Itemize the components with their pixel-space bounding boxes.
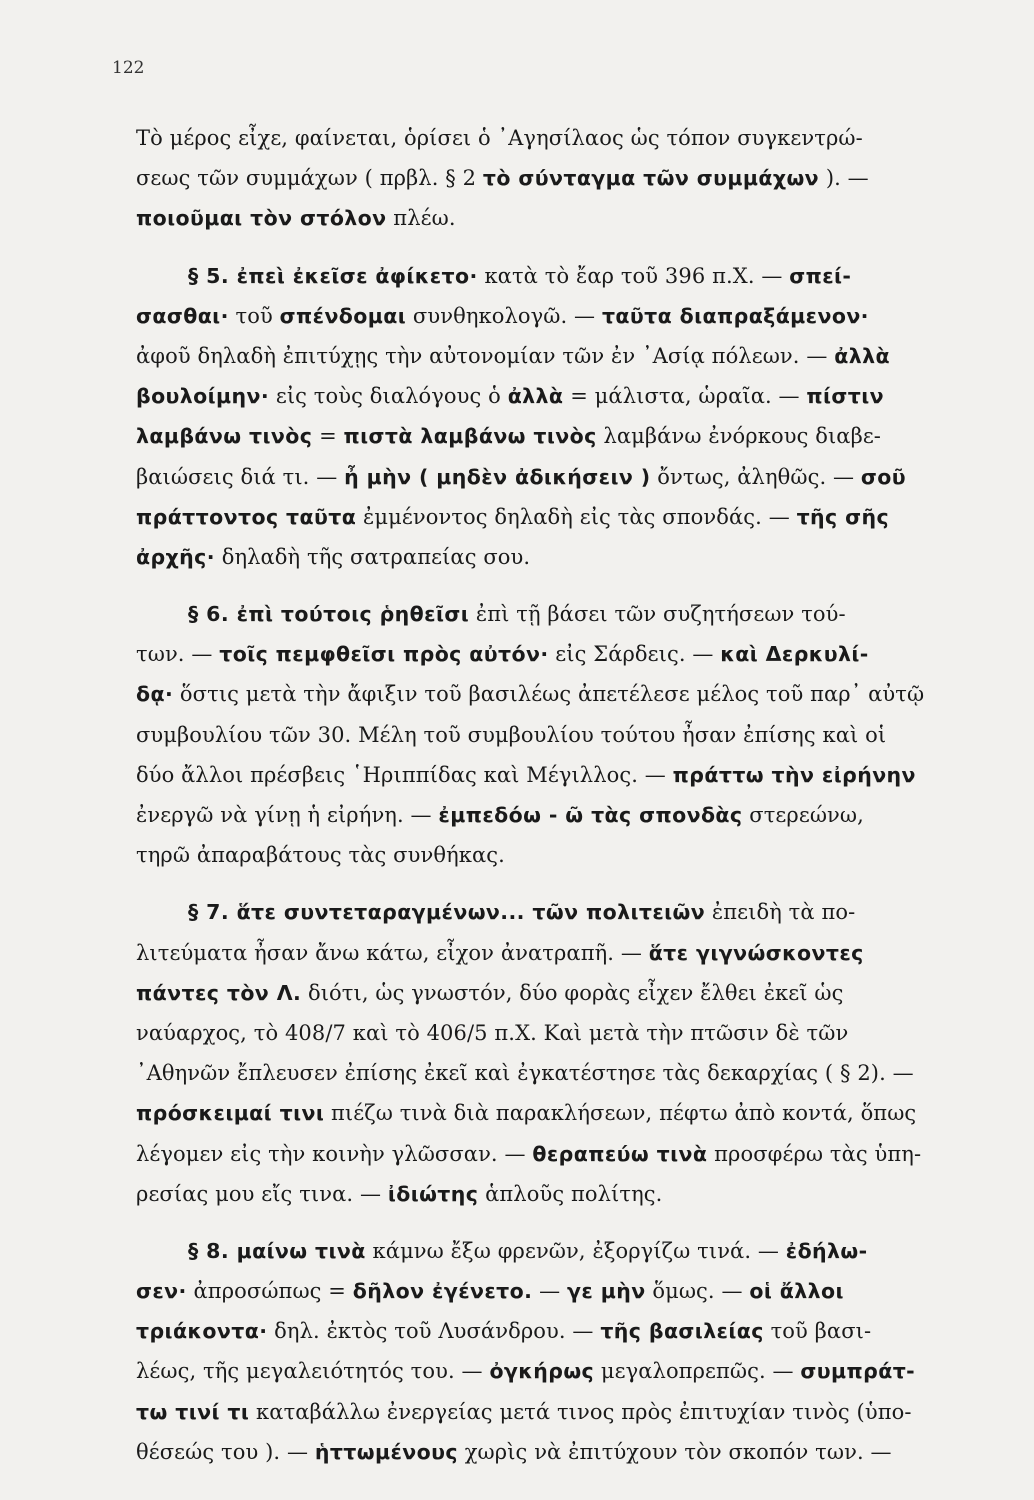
- lemma-term: ἀρχῆς·: [136, 544, 215, 569]
- gloss-text: ᾿Αθηνῶν ἔπλευσεν ἐπίσης ἐκεῖ καὶ ἐγκατέστησε τὰς δεκαρχίας ( § 2). —: [136, 1061, 914, 1086]
- text-line: [136, 1392, 968, 1432]
- gloss-text: στερεώνω,: [742, 803, 864, 827]
- gloss-text: σεως τῶν συμμάχων ( πρβλ. § 2: [136, 166, 483, 191]
- lemma-term: τω τινί τι: [136, 1399, 250, 1424]
- lemma-term: θεραπεύω τινὰ: [532, 1141, 708, 1166]
- gloss-text: εἰς Σάρδεις. —: [548, 642, 721, 667]
- lemma-term: τῆς βασιλείας: [600, 1319, 764, 1344]
- text-line: [136, 336, 968, 376]
- text-line: [136, 1311, 968, 1351]
- gloss-text: λέως, τῆς μεγαλειότητός του. —: [136, 1359, 490, 1384]
- lemma-term: ἰδιώτης: [387, 1181, 479, 1206]
- lemma-term: λαμβάνω τινὸς: [136, 424, 313, 449]
- gloss-text: ἁπλοῦς πολίτης.: [478, 1181, 663, 1206]
- text-line: [136, 1231, 968, 1271]
- text-line: [136, 1053, 968, 1093]
- gloss-text: ). —: [819, 166, 869, 191]
- gloss-text: δηλαδὴ τῆς σατραπείας σου.: [214, 544, 531, 569]
- lemma-term: ἀλλὰ: [834, 343, 890, 368]
- lemma-term: ἐπὶ τούτοις ῥηθεῖσι: [236, 602, 470, 627]
- gloss-text: τοῦ: [228, 303, 280, 328]
- gloss-text: των. —: [136, 642, 220, 667]
- gloss-text: ὅστις μετὰ τὴν ἄφιξιν τοῦ βασιλέως ἀπετέλεσε μέλος τοῦ παρ᾿ αὐτῷ: [173, 682, 925, 707]
- text-line: [136, 497, 968, 537]
- lemma-term: συμπράτ-: [800, 1359, 916, 1384]
- commentary-text: [136, 118, 968, 1472]
- lemma-term: πάντες τὸν Λ.: [136, 980, 302, 1005]
- gloss-text: ἐνεργῶ νὰ γίνῃ ἡ εἰρήνη. —: [136, 803, 439, 827]
- lemma-term: σπεί-: [789, 263, 852, 288]
- lemma-term: ἅτε γιγνώσκοντες: [648, 940, 864, 965]
- gloss-text: = μάλιστα, ὡραῖα. —: [563, 384, 807, 409]
- lemma-term: ἐπεὶ ἐκεῖσε ἀφίκετο·: [236, 263, 478, 288]
- gloss-text: λιτεύματα ἦσαν ἄνω κάτω, εἶχον ἀνατραπῆ. —: [136, 940, 649, 965]
- gloss-text: εἰς τοὺς διαλόγους ὁ: [269, 384, 508, 409]
- lemma-term: § 8.: [188, 1238, 237, 1263]
- gloss-text: ὄντως, ἀληθῶς. —: [650, 464, 861, 489]
- gloss-text: λέγομεν εἰς τὴν κοινὴν γλῶσσαν. —: [136, 1141, 533, 1166]
- text-line: [136, 1013, 968, 1053]
- gloss-text: πιέζω τινὰ διὰ παρακλήσεων, πέφτω ἀπὸ κοντά, ὅπως: [324, 1101, 917, 1126]
- lemma-term: σοῦ: [860, 464, 906, 489]
- text-line: [136, 198, 968, 238]
- page-number: 122: [112, 58, 145, 78]
- lemma-term: οἱ ἄλλοι: [749, 1279, 844, 1304]
- text-line: [136, 376, 968, 416]
- lemma-term: σασθαι·: [136, 303, 229, 328]
- text-line: [136, 537, 968, 577]
- gloss-text: πλέω.: [386, 206, 456, 231]
- lemma-term: ἐμπεδόω - ῶ τὰς σπονδὰς: [438, 803, 743, 827]
- text-line: [136, 933, 968, 973]
- lemma-term: τριάκοντα·: [136, 1319, 268, 1344]
- lemma-term: δᾳ·: [136, 682, 174, 707]
- text-line: [136, 118, 968, 158]
- lemma-term: γε μὴν: [567, 1279, 646, 1304]
- lemma-term: σπένδομαι: [279, 303, 407, 328]
- gloss-text: διότι, ὡς γνωστόν, δύο φορὰς εἶχεν ἔλθει ἐκεῖ ὡς: [301, 980, 844, 1005]
- text-line: [136, 457, 968, 497]
- gloss-text: ναύαρχος, τὸ 408/7 καὶ τὸ 406/5 π.Χ. Καὶ μετὰ τὴν πτῶσιν δὲ τῶν: [136, 1020, 849, 1045]
- gloss-text: συμβουλίου τῶν 30. Μέλη τοῦ συμβουλίου τούτου ἦσαν ἐπίσης καὶ οἱ: [136, 722, 887, 747]
- gloss-text: =: [312, 424, 344, 449]
- text-line: [136, 1271, 968, 1311]
- gloss-text: μεγαλοπρεπῶς. —: [594, 1359, 801, 1384]
- text-line: [136, 296, 968, 336]
- gloss-text: ρεσίας μου εἴς τινα. —: [136, 1181, 388, 1206]
- text-line: [136, 1432, 968, 1472]
- text-line: [136, 892, 968, 932]
- text-line: [136, 973, 968, 1013]
- gloss-text: ἐπὶ τῇ βάσει τῶν συζητήσεων τού-: [469, 602, 846, 627]
- gloss-text: καταβάλλω ἐνεργείας μετά τινος πρὸς ἐπιτυχίαν τινὸς (ὑπο-: [249, 1399, 912, 1424]
- gloss-text: ἐπειδὴ τὰ πο-: [705, 900, 856, 925]
- text-line: [136, 256, 968, 296]
- lemma-term: βουλοίμην·: [136, 384, 270, 409]
- lemma-term: μαίνω τινὰ: [236, 1238, 366, 1263]
- gloss-text: —: [532, 1279, 567, 1304]
- lemma-term: πίστιν: [806, 384, 885, 409]
- text-line: [136, 755, 968, 795]
- text-line: [136, 1134, 968, 1174]
- lemma-term: ὀγκήρως: [489, 1359, 595, 1384]
- text-line: [136, 634, 968, 674]
- gloss-text: δύο ἄλλοι πρέσβεις ῾Ηριππίδας καὶ Μέγιλλος. —: [136, 762, 673, 787]
- gloss-text: ἐμμένοντος δηλαδὴ εἰς τὰς σπονδάς. —: [356, 504, 797, 529]
- gloss-text: κατὰ τὸ ἔαρ τοῦ 396 π.Χ. —: [477, 263, 790, 288]
- gloss-text: τοῦ βασι-: [763, 1319, 872, 1344]
- text-line: [136, 795, 968, 835]
- lemma-term: ἅτε συντεταραγμένων... τῶν πολιτειῶν: [236, 900, 706, 925]
- gloss-text: δηλ. ἐκτὸς τοῦ Λυσάνδρου. —: [267, 1319, 601, 1344]
- gloss-text: προσφέρω τὰς ὑπη-: [707, 1141, 922, 1166]
- gloss-text: ὅμως. —: [645, 1279, 750, 1304]
- lemma-term: ἡττωμένους: [314, 1439, 458, 1464]
- text-line: [136, 1174, 968, 1214]
- gloss-text: συνθηκολογῶ. —: [406, 303, 602, 328]
- lemma-term: σεν·: [136, 1279, 187, 1304]
- lemma-term: § 7.: [188, 900, 237, 925]
- gloss-text: Τὸ μέρος εἶχε, φαίνεται, ὁρίσει ὁ ᾿Αγησίλαος ὡς τόπον συγκεντρώ-: [136, 126, 863, 150]
- lemma-term: ποιοῦμαι τὸν στόλον: [136, 206, 387, 231]
- lemma-term: ἦ μὴν ( μηδὲν ἀδικήσειν ): [344, 464, 651, 489]
- gloss-text: χωρὶς νὰ ἐπιτύχουν τὸν σκοπόν των. —: [457, 1439, 892, 1464]
- lemma-term: ἀλλὰ: [507, 384, 564, 409]
- lemma-term: τῆς σῆς: [796, 504, 890, 529]
- text-line: [136, 1351, 968, 1391]
- text-line: [136, 1093, 968, 1133]
- lemma-term: § 5.: [188, 263, 237, 288]
- lemma-term: πράττω τὴν εἰρήνην: [672, 762, 916, 787]
- gloss-text: λαμβάνω ἐνόρκους διαβε-: [596, 424, 881, 449]
- text-line: [136, 674, 968, 714]
- text-line: [136, 715, 968, 755]
- gloss-text: βαιώσεις διά τι. —: [136, 464, 345, 489]
- text-line: [136, 416, 968, 456]
- text-line: [136, 835, 968, 875]
- lemma-term: πιστὰ λαμβάνω τινὸς: [343, 424, 597, 449]
- lemma-term: πράττοντος ταῦτα: [136, 504, 357, 529]
- gloss-text: τηρῶ ἀπαραβάτους τὰς συνθήκας.: [136, 843, 505, 868]
- gloss-text: θέσεώς του ). —: [136, 1439, 315, 1464]
- text-line: [136, 158, 968, 198]
- lemma-term: καὶ Δερκυλί-: [720, 642, 869, 667]
- lemma-term: τὸ σύνταγμα τῶν συμμάχων: [482, 166, 820, 191]
- text-line: [136, 594, 968, 634]
- lemma-term: § 6.: [188, 602, 237, 627]
- lemma-term: ταῦτα διαπραξάμενον·: [601, 303, 869, 328]
- gloss-text: ἀπροσώπως =: [186, 1279, 353, 1304]
- lemma-term: ἐδήλω-: [785, 1238, 868, 1263]
- gloss-text: ἀφοῦ δηλαδὴ ἐπιτύχῃς τὴν αὐτονομίαν τῶν ἐν ᾿Ασίᾳ πόλεων. —: [136, 343, 835, 368]
- lemma-term: τοῖς πεμφθεῖσι πρὸς αὐτόν·: [219, 642, 549, 667]
- lemma-term: πρόσκειμαί τινι: [136, 1101, 325, 1126]
- gloss-text: κάμνω ἔξω φρενῶν, ἐξοργίζω τινά. —: [365, 1238, 786, 1263]
- lemma-term: δῆλον ἐγένετο.: [352, 1279, 533, 1304]
